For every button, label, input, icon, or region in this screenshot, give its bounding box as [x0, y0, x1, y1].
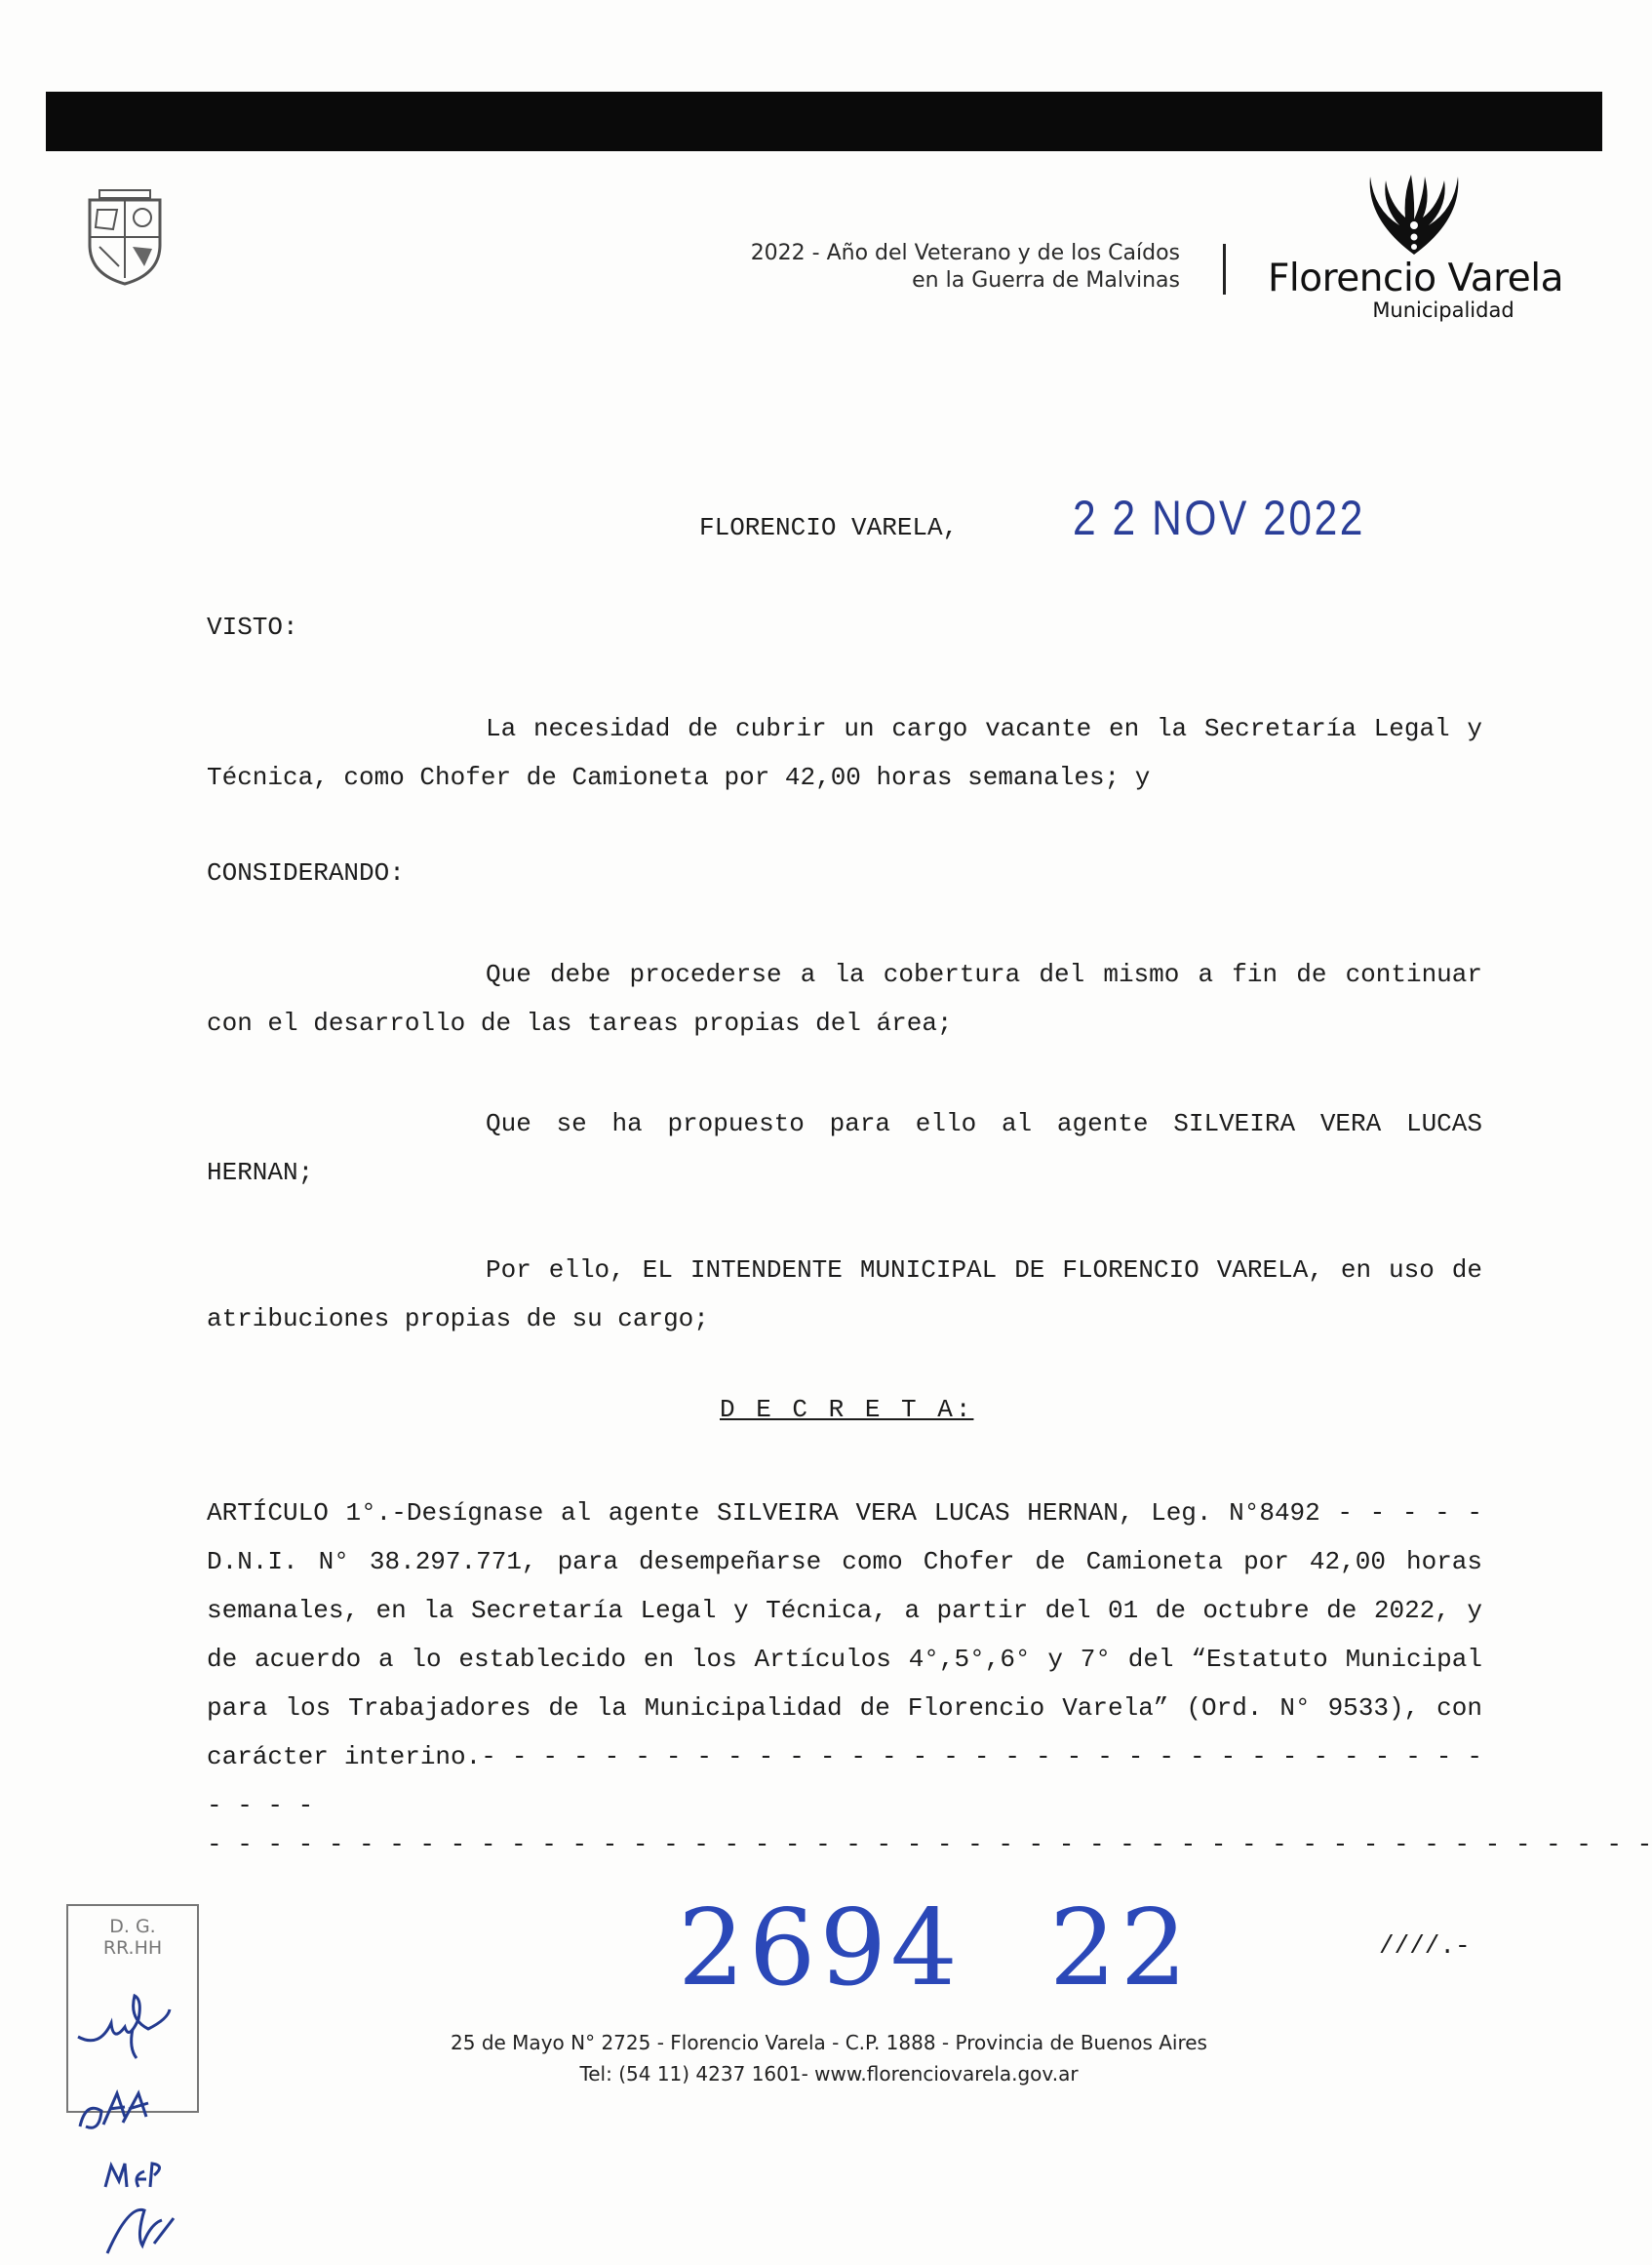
office-stamp-line-2: RR.HH: [102, 1937, 163, 1959]
considerando-paragraph-2: [207, 1099, 1482, 1197]
considerando-paragraph-1: [207, 950, 1482, 1048]
date-stamp: 2 2 NOV 2022: [1073, 491, 1365, 545]
footer-address: 25 de Mayo N° 2725 - Florencio Varela - C.P. 1888 - Provincia de Buenos Aires: [451, 2031, 1207, 2054]
decree-number-stamp: [678, 1888, 1278, 2009]
considerando-paragraph-3: [207, 1246, 1482, 1343]
filler-dash-line: - - - - - - - - - - - - - - - - - - - - - - - - - - - - - - - - - - - - - - - - - - - - - - - -: [207, 1830, 1652, 1859]
year-motto-line-1: 2022 - Año del Veterano y de los Caídos: [750, 241, 1180, 265]
municipality-logo: [1268, 171, 1564, 327]
visto-heading: VISTO:: [207, 613, 298, 642]
logo-subtitle: Municipalidad: [1372, 298, 1514, 322]
handwritten-initials: [60, 1980, 207, 2263]
redaction-bar: [46, 92, 1602, 151]
dateline-place: FLORENCIO VARELA,: [699, 513, 959, 542]
considerando-heading: CONSIDERANDO:: [207, 858, 405, 888]
municipality-logo-icon: [1360, 171, 1468, 258]
municipal-crest-icon: [84, 188, 166, 286]
office-stamp-line-1: D. G.: [109, 1916, 156, 1937]
footer: [429, 2027, 1229, 2089]
year-motto-line-2: en la Guerra de Malvinas: [912, 268, 1180, 293]
visto-paragraph: [207, 704, 1482, 802]
considerando-text-2: Que se ha propuesto para ello al agente SILVEIRA VERA LUCAS HERNAN;: [207, 1109, 1482, 1187]
decree-year: 22: [1048, 1888, 1192, 2009]
article-1: ARTÍCULO 1°.-Desígnase al agente SILVEIRA VERA LUCAS HERNAN, Leg. N°8492 - - - - -D.N.I. N° 38.297.771, para desempeñarse como Chofer de Camioneta por 42,00 horas semanales, en la Secretaría Legal y Técnica, a partir del 01 de octubre de 2022, y de acuerdo a lo establecido en los Artículos 4°,5°,6° y 7° del “Estatuto Municipal para los Trabajadores de la Municipalidad de Florencio Varela” (Ord. N° 9533), con carácter interino.- - - - - - - - - - - - - - - - - - - - - - - - - - - - - - - - - - - - -: [207, 1498, 1482, 1820]
decree-number: 2694: [678, 1888, 962, 2009]
header-divider: [1223, 244, 1226, 295]
decreta-heading: D E C R E T A:: [720, 1395, 974, 1424]
considerando-text-3: Por ello, EL INTENDENTE MUNICIPAL DE FLORENCIO VARELA, en uso de atribuciones propias de su cargo;: [207, 1255, 1482, 1333]
visto-text: La necesidad de cubrir un cargo vacante en la Secretaría Legal y Técnica, como Chofer de Camioneta por 42,00 horas semanales; y: [207, 714, 1482, 792]
considerando-text-1: Que debe procederse a la cobertura del mismo a fin de continuar con el desarrollo de las tareas propias del área;: [207, 960, 1482, 1038]
year-motto: [751, 240, 1180, 295]
continuation-mark: ////.-: [1379, 1931, 1471, 1961]
footer-contact: Tel: (54 11) 4237 1601- www.florenciovarela.gov.ar: [579, 2062, 1079, 2086]
logo-name: Florencio Varela: [1268, 257, 1564, 300]
